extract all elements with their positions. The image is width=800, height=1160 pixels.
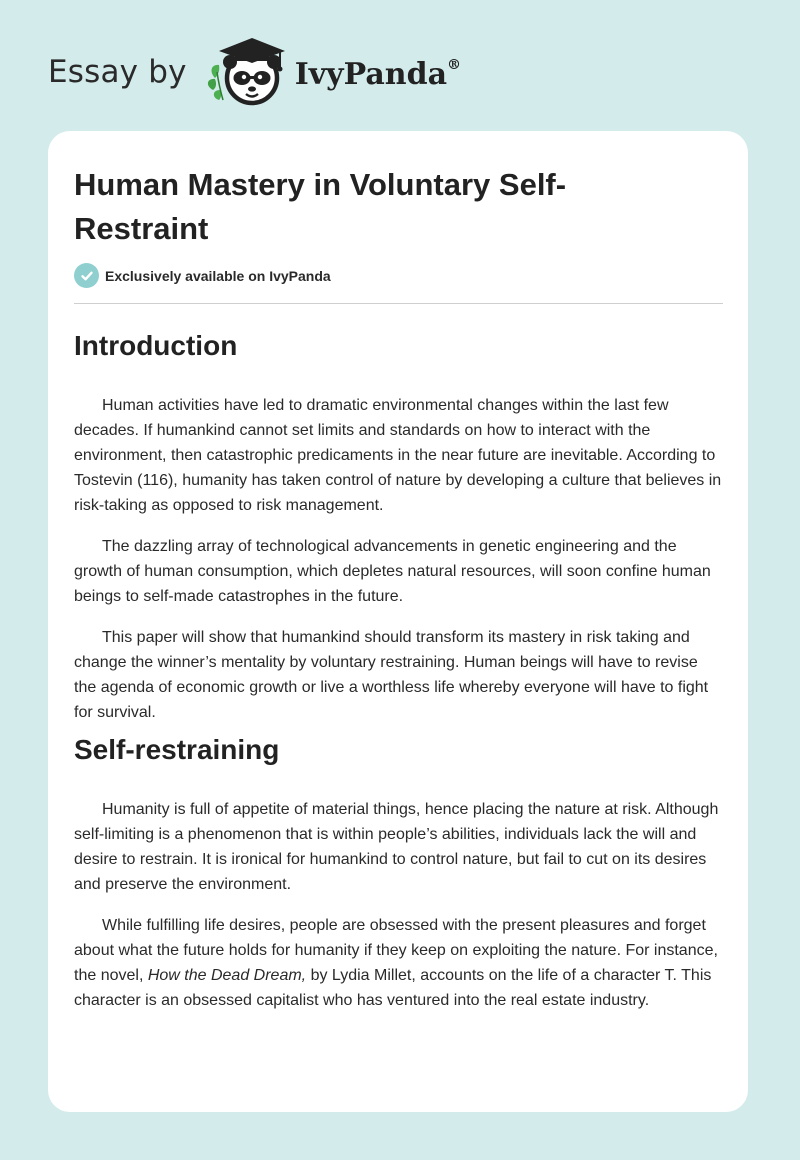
section-self-restraining: [74, 725, 724, 1013]
essay-card: [48, 131, 748, 1112]
badge-text: Exclusively available on IvyPanda: [105, 267, 331, 284]
paragraph: Human activities have led to dramatic environmental changes within the last few decades. If humankind cannot set limits and standards on how to interact with the environment, then catastrophic predicaments in the near future are inevitable. According to Tostevin (116), humanity has taken control of nature by developing a culture that believes in risk-taking as opposed to risk management.: [74, 397, 722, 514]
book-title: How the Dead Dream,: [147, 967, 307, 984]
section-introduction: [74, 321, 724, 725]
section-heading: Introduction: [74, 330, 238, 361]
check-circle-icon: [74, 263, 99, 288]
section-heading: Self-restraining: [74, 734, 280, 765]
paragraph-text: While fulfilling life desires, people are obsessed with the present pleasures and forget about what the future holds for humanity if they keep on exploiting the nature. For instance, the novel,: [74, 917, 718, 984]
page-title: Human Mastery in Voluntary Self-Restraint: [74, 167, 567, 246]
brand-prefix: Essay by: [48, 54, 187, 90]
panda-graduate-icon[interactable]: [205, 34, 289, 110]
paragraph: [74, 913, 724, 1013]
paragraph: Humanity is full of appetite of material things, hence placing the nature at risk. Although self-limiting is a phenomenon that is within people’s abilities, individuals lack the will and desire to restrain. It is ironical for humankind to control nature, but fail to cut on its desires and preserve the environment.: [74, 801, 719, 893]
site-header: [48, 34, 461, 110]
brand-name[interactable]: IvyPanda®: [294, 56, 462, 92]
exclusive-badge: [74, 263, 331, 288]
paragraph: The dazzling array of technological advancements in genetic engineering and the growth of human consumption, which depletes natural resources, will soon confine human beings to self-made catastrophes in the future.: [74, 538, 711, 605]
paragraph: This paper will show that humankind should transform its mastery in risk taking and change the winner’s mentality by voluntary restraining. Human beings will have to revise the agenda of economic growth or live a worthless life whereby everyone will have to fight for survival.: [74, 629, 709, 721]
paragraph-text: by Lydia Millet, accounts on the life of a character T. This character is an obsessed capitalist who has ventured into the real estate industry.: [74, 967, 712, 1009]
essay-body: [74, 321, 724, 1013]
divider: [74, 303, 723, 304]
